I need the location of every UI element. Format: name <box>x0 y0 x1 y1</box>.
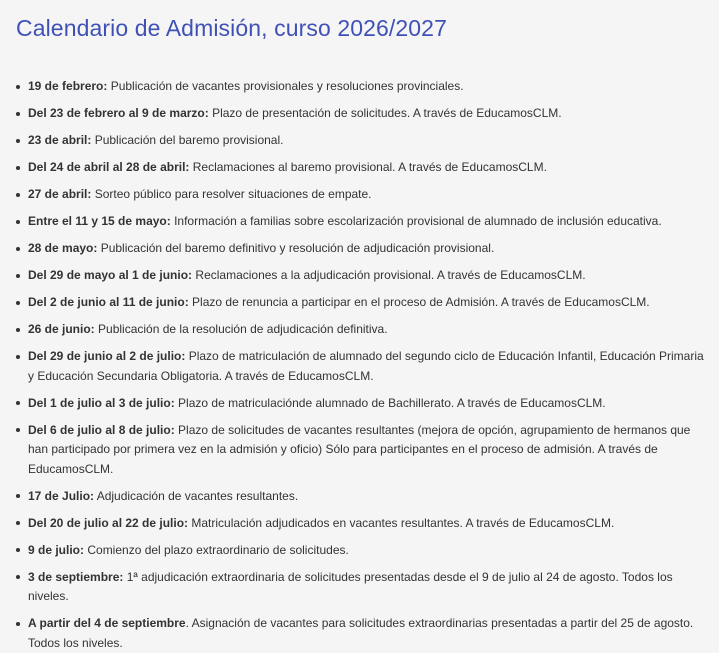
list-item <box>16 239 711 259</box>
item-text: Plazo de matriculaciónde alumnado de Bachillerato. A través de EducamosCLM. <box>174 395 606 410</box>
item-text: Publicación de vacantes provisionales y resoluciones provinciales. <box>107 79 464 93</box>
bullet-icon <box>16 622 20 626</box>
bullet-icon <box>16 575 20 579</box>
bullet-icon <box>16 548 20 552</box>
bullet-icon <box>16 494 20 498</box>
item-text: Sorteo público para resolver situaciones de empate. <box>91 187 372 201</box>
list-item <box>16 77 711 97</box>
bullet-icon <box>16 301 20 305</box>
item-text: Publicación del baremo definitivo y resolución de adjudicación provisional. <box>97 241 495 255</box>
item-date: Del 24 de abril al 28 de abril: <box>28 160 190 174</box>
item-text: Matriculación adjudicados en vacantes resultantes. A través de EducamosCLM. <box>188 515 615 530</box>
item-text: Reclamaciones al baremo provisional. A través de EducamosCLM. <box>189 160 547 174</box>
item-date: Entre el 11 y 15 de mayo: <box>28 214 171 228</box>
bullet-icon <box>16 139 20 143</box>
bullet-icon <box>16 328 20 332</box>
item-date: 9 de julio: <box>28 542 85 557</box>
bullet-icon <box>16 401 20 405</box>
list-item <box>16 212 711 232</box>
list-item <box>16 614 711 653</box>
list-item <box>16 347 711 386</box>
item-text: Reclamaciones a la adjudicación provisional. A través de EducamosCLM. <box>192 268 586 282</box>
item-date: Del 29 de mayo al 1 de junio: <box>28 268 193 282</box>
item-text: Plazo de presentación de solicitudes. A través de EducamosCLM. <box>208 106 562 120</box>
bullet-icon <box>16 521 20 525</box>
item-date: Del 23 de febrero al 9 de marzo: <box>28 106 209 120</box>
item-date: 26 de junio: <box>28 322 95 336</box>
item-text: Adjudicación de vacantes resultantes. <box>94 488 299 503</box>
bullet-icon <box>16 355 20 359</box>
item-text: Publicación del baremo provisional. <box>91 133 284 147</box>
item-date: 3 de septiembre: <box>28 569 124 584</box>
item-date: Del 1 de julio al 3 de julio: <box>28 395 175 410</box>
item-date: Del 29 de junio al 2 de julio: <box>28 349 186 363</box>
list-item <box>16 320 711 340</box>
item-date: 17 de Julio: <box>28 488 95 503</box>
item-text: Plazo de renuncia a participar en el proceso de Admisión. A través de EducamosCLM. <box>188 295 650 309</box>
item-date: 23 de abril: <box>28 133 92 147</box>
list-item <box>16 514 711 534</box>
item-date: 27 de abril: <box>28 187 92 201</box>
bullet-icon <box>16 247 20 251</box>
list-item <box>16 185 711 205</box>
item-date: 19 de febrero: <box>28 79 108 93</box>
page-title: Calendario de Admisión, curso 2026/2027 <box>16 15 447 41</box>
list-item <box>16 487 711 507</box>
bullet-icon <box>16 112 20 116</box>
bullet-icon <box>16 274 20 278</box>
item-text: . Asignación de vacantes para solicitudes extraordinarias presentadas a partir del 25 de agosto. Todos los niveles. <box>28 616 694 650</box>
bullet-icon <box>16 428 20 432</box>
list-item <box>16 421 711 480</box>
list-item <box>16 158 711 178</box>
item-text: Plazo de matriculación de alumnado del segundo ciclo de Educación Infantil, Educación Primaria y Educación Secundaria Obligatoria. A través de EducamosCLM. <box>28 349 704 383</box>
list-item <box>16 293 711 313</box>
item-date: Del 6 de julio al 8 de julio: <box>28 422 175 437</box>
item-date: Del 2 de junio al 11 de junio: <box>28 295 189 309</box>
list-item <box>16 568 711 607</box>
item-text: Información a familias sobre escolarización provisional de alumnado de inclusión educativa. <box>170 214 662 228</box>
list-item <box>16 131 711 151</box>
list-item <box>16 104 711 124</box>
bullet-icon <box>16 220 20 224</box>
item-text: Comienzo del plazo extraordinario de solicitudes. <box>84 542 349 557</box>
calendar-list <box>16 77 711 653</box>
list-item <box>16 266 711 286</box>
list-item <box>16 394 711 414</box>
item-text: Plazo de solicitudes de vacantes resultantes (mejora de opción, agrupamiento de hermanos que han participado por primera vez en la admisión y oficio) Sólo para participantes en el proceso de admisión. A través de EducamosCLM. <box>28 422 691 476</box>
bullet-icon <box>16 85 20 89</box>
item-date: 28 de mayo: <box>28 241 98 255</box>
bullet-icon <box>16 166 20 170</box>
item-date: A partir del 4 de septiembre <box>28 616 186 630</box>
item-text: Publicación de la resolución de adjudicación definitiva. <box>94 322 388 336</box>
item-text: 1ª adjudicación extraordinaria de solicitudes presentadas desde el 9 de julio al 24 de agosto. Todos los niveles. <box>28 569 673 603</box>
list-item <box>16 541 711 561</box>
bullet-icon <box>16 193 20 197</box>
item-date: Del 20 de julio al 22 de julio: <box>28 515 189 530</box>
